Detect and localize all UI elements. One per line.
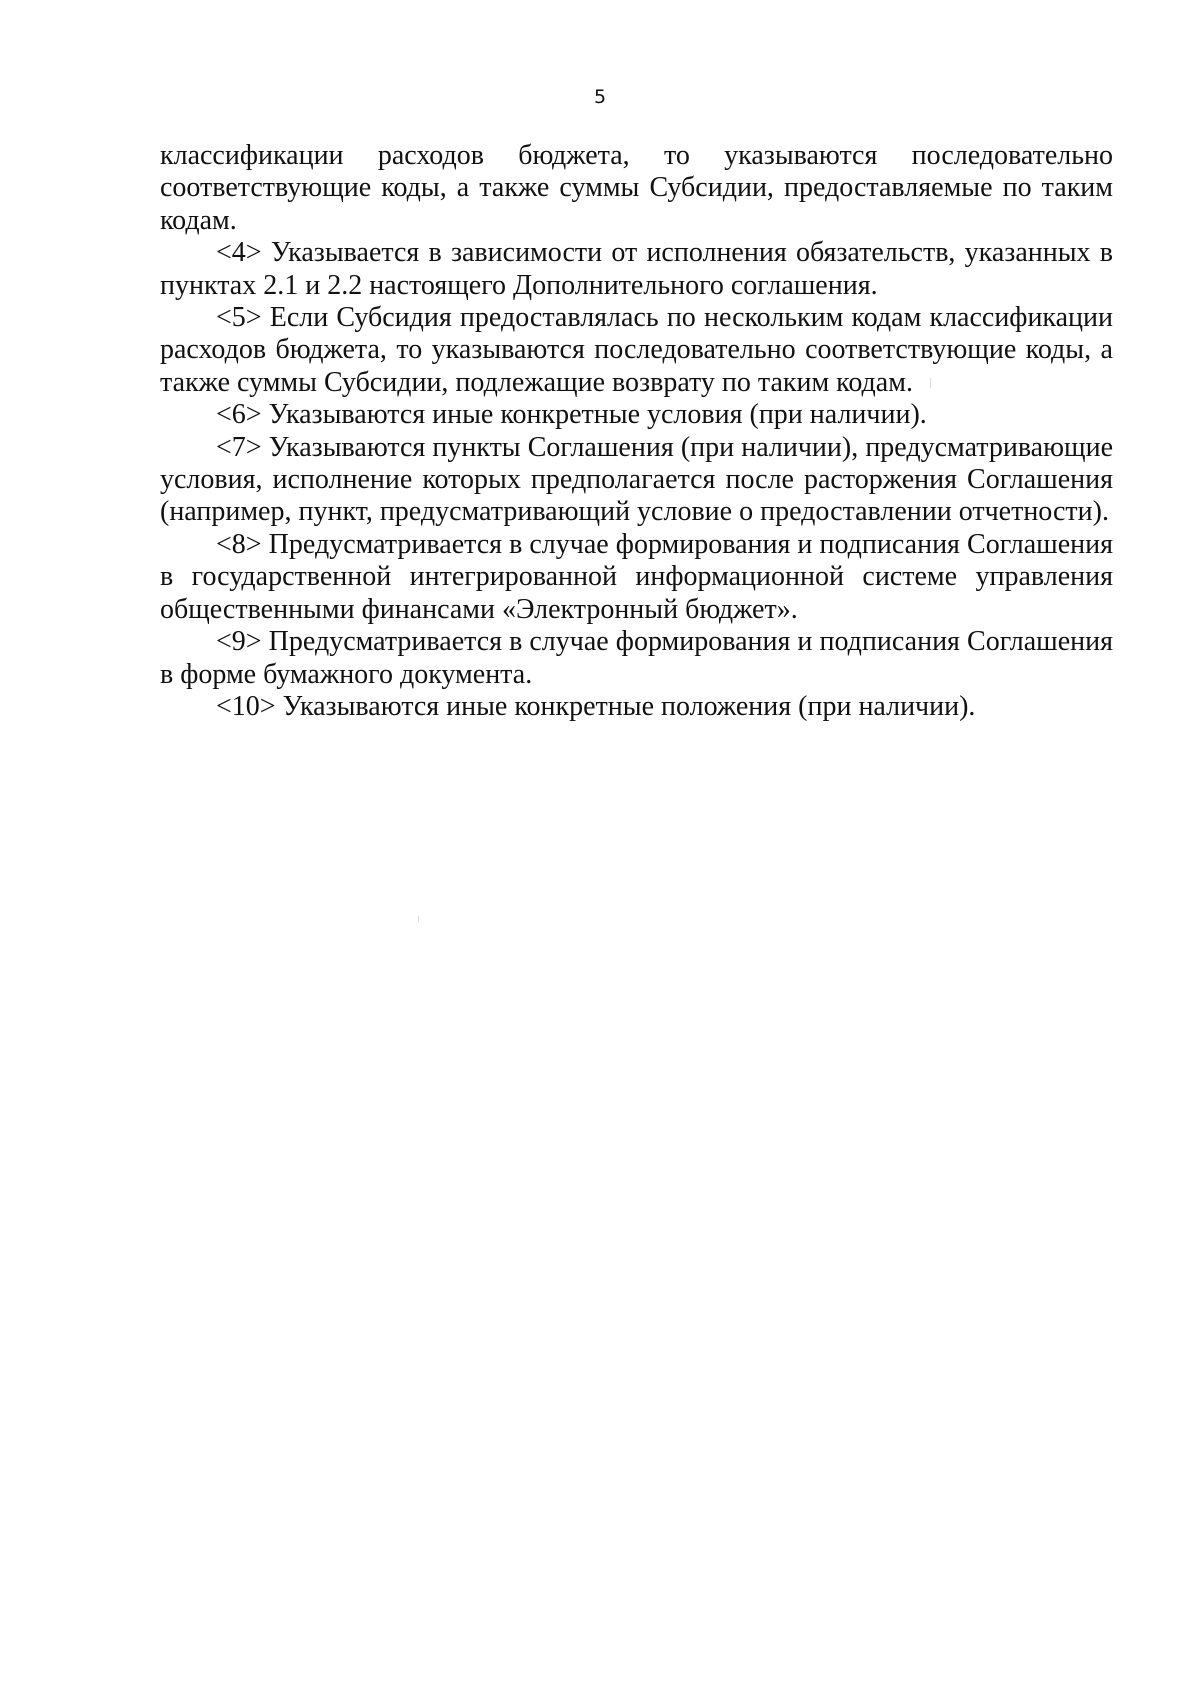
footnote-8: <8> Предусматривается в случае формирования и подписания Соглашения в государственной интегрированной информационной системе управления общественными финансами «Электронный бюджет». — [160, 528, 1113, 625]
scan-artifact-mark — [930, 378, 931, 388]
footnote-7: <7> Указываются пункты Соглашения (при наличии), предусматривающие условия, исполнение которых предполагается после расторжения Соглашения (например, пункт, предусматривающий условие о предоставлении отчетности). — [160, 431, 1113, 528]
page-number: 5 — [593, 86, 607, 108]
footnote-9: <9> Предусматривается в случае формирования и подписания Соглашения в форме бумажного документа. — [160, 626, 1113, 690]
footnote-5: <5> Если Субсидия предоставлялась по нескольким кодам классификации расходов бюджета, то указываются последовательно соответствующие коды, а также суммы Субсидии, подлежащие возврату по таким кодам. — [160, 302, 1113, 398]
paragraph-continuation: классификации расходов бюджета, то указываются последовательно соответствующие коды, а также суммы Субсидии, предоставляемые по таким кодам. — [160, 140, 1113, 236]
footnote-10: <10> Указываются иные конкретные положения (при наличии). — [216, 690, 976, 722]
scan-artifact-mark — [418, 916, 419, 922]
footnote-6: <6> Указываются иные конкретные условия (при наличии). — [216, 399, 927, 431]
document-body — [160, 140, 1113, 723]
footnote-4: <4> Указывается в зависимости от исполнения обязательств, указанных в пунктах 2.1 и 2.2 настоящего Дополнительного соглашения. — [160, 237, 1113, 301]
